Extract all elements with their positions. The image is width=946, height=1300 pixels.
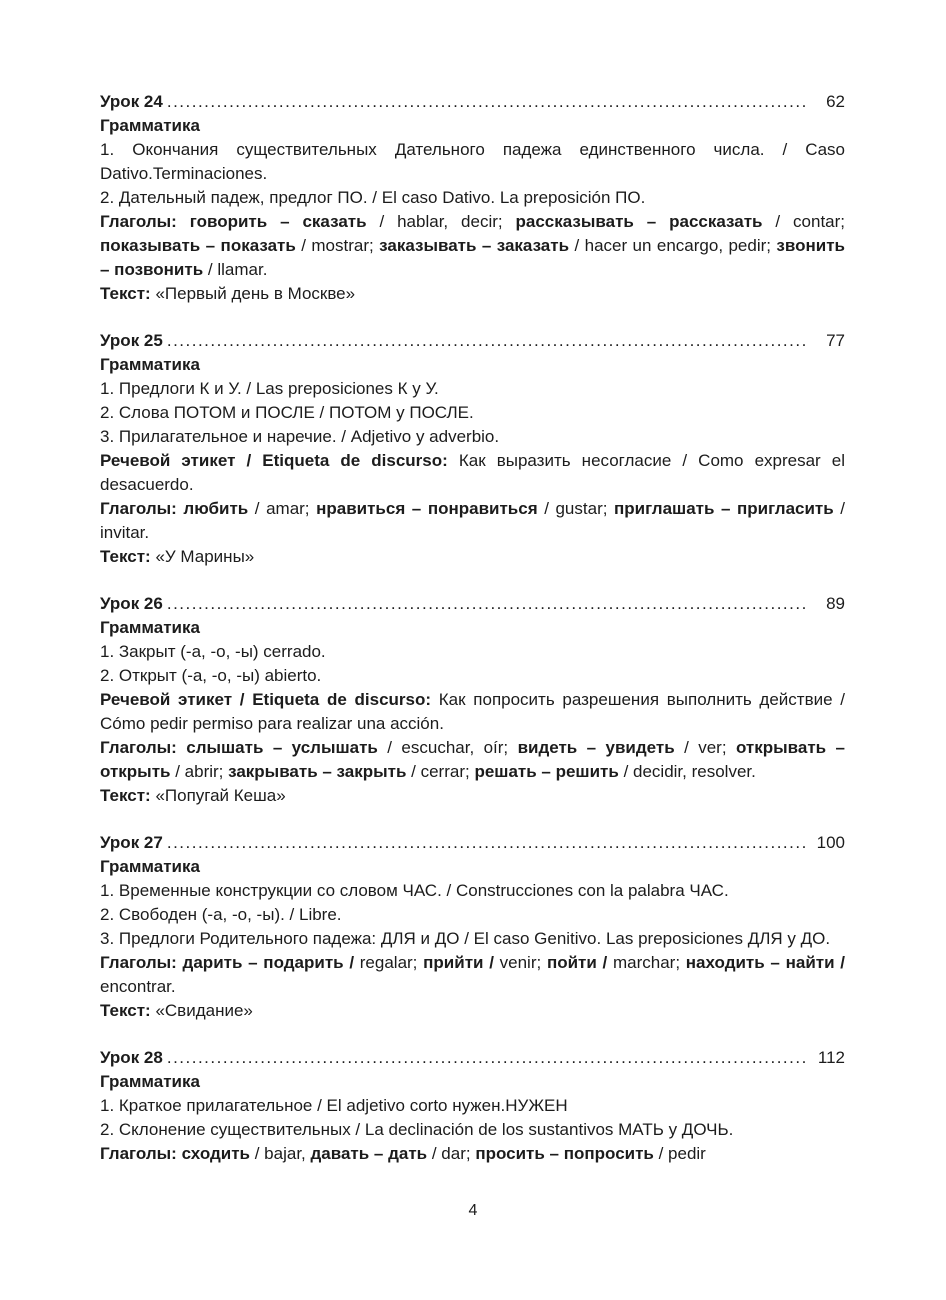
text-segment: 1. Закрыт (-а, -о, -ы) cerrado. xyxy=(100,642,326,661)
lesson-title: Урок 26 xyxy=(100,594,163,613)
lesson-entry xyxy=(100,90,845,306)
text-segment-bold: Текст: xyxy=(100,547,151,566)
text-segment-bold: заказывать – заказать xyxy=(379,236,570,255)
lesson-paragraph xyxy=(100,282,845,306)
text-segment: encontrar. xyxy=(100,977,176,996)
text-segment: «Свидание» xyxy=(150,1001,253,1020)
text-segment: venir; xyxy=(493,953,547,972)
lesson-title: Урок 25 xyxy=(100,331,163,350)
text-segment-bold: Глаголы: дарить – подарить / xyxy=(100,953,355,972)
lesson-paragraph xyxy=(100,401,845,425)
text-segment: 1. Окончания существительных Дательного падежа единственного числа. / Caso Dativo.Terminaciones. xyxy=(100,140,845,183)
lesson-paragraph xyxy=(100,449,845,497)
lesson-paragraph xyxy=(100,1070,845,1094)
lesson-page-number: 77 xyxy=(826,331,845,350)
text-segment: / amar; xyxy=(248,499,317,518)
lesson-body xyxy=(100,855,845,1023)
text-segment: «Попугай Кеша» xyxy=(150,786,286,805)
text-segment-bold: Грамматика xyxy=(100,1072,200,1091)
text-segment: / gustar; xyxy=(537,499,615,518)
lesson-paragraph xyxy=(100,784,845,808)
lesson-paragraph xyxy=(100,210,845,282)
text-segment-bold: приглашать – пригласить xyxy=(614,499,834,518)
dot-leader xyxy=(167,592,805,616)
dot-leader xyxy=(167,831,805,855)
lesson-paragraph xyxy=(100,664,845,688)
lesson-paragraph xyxy=(100,855,845,879)
text-segment-bold: Грамматика xyxy=(100,355,200,374)
text-segment: / hablar, decir; xyxy=(366,212,516,231)
text-segment-bold: Текст: xyxy=(100,1001,151,1020)
text-segment-bold: видеть – увидеть xyxy=(517,738,675,757)
lesson-paragraph xyxy=(100,1118,845,1142)
lesson-paragraph xyxy=(100,736,845,784)
lesson-title: Урок 28 xyxy=(100,1048,163,1067)
text-segment: / llamar. xyxy=(203,260,268,279)
lesson-paragraph xyxy=(100,138,845,186)
text-segment-bold: Грамматика xyxy=(100,618,200,637)
lesson-title: Урок 27 xyxy=(100,833,163,852)
lesson-toc-line xyxy=(100,1046,845,1070)
text-segment: / invitar. xyxy=(100,499,845,542)
lesson-paragraph xyxy=(100,1142,845,1166)
lesson-paragraph xyxy=(100,497,845,545)
text-segment: / bajar, xyxy=(250,1144,311,1163)
lesson-entry xyxy=(100,592,845,808)
text-segment: 2. Открыт (-а, -о, -ы) abierto. xyxy=(100,666,322,685)
lesson-toc-line xyxy=(100,592,845,616)
lesson-paragraph xyxy=(100,927,845,951)
lesson-paragraph xyxy=(100,879,845,903)
text-segment-bold: давать – дать xyxy=(310,1144,428,1163)
text-segment: / hacer un encargo, pedir; xyxy=(569,236,777,255)
lesson-entry xyxy=(100,1046,845,1166)
text-segment-bold: Глаголы: сходить xyxy=(100,1144,251,1163)
text-segment: regalar; xyxy=(354,953,424,972)
lesson-paragraph xyxy=(100,377,845,401)
text-segment-bold: прийти / xyxy=(423,953,494,972)
text-segment: 3. Предлоги Родительного падежа: ДЛЯ и ДО / El caso Genitivo. Las preposiciones ДЛЯ у ДО. xyxy=(100,929,831,948)
lesson-paragraph xyxy=(100,353,845,377)
text-segment-bold: Грамматика xyxy=(100,116,200,135)
text-segment: marchar; xyxy=(607,953,686,972)
text-segment: / mostrar; xyxy=(295,236,380,255)
text-segment: / decidir, resolver. xyxy=(618,762,756,781)
text-segment-bold: открывать – открыть xyxy=(100,738,845,781)
lesson-title: Урок 24 xyxy=(100,92,163,111)
text-segment: 1. Временные конструкции со словом ЧАС. / Construcciones con la palabra ЧАС. xyxy=(100,881,729,900)
lesson-entry xyxy=(100,831,845,1023)
lesson-paragraph xyxy=(100,425,845,449)
text-segment-bold: Текст: xyxy=(100,786,151,805)
text-segment: 1. Предлоги К и У. / Las preposiciones К у У. xyxy=(100,379,439,398)
lesson-page-number: 89 xyxy=(826,594,845,613)
text-segment-bold: пойти / xyxy=(546,953,608,972)
text-segment-bold: Глаголы: слышать – услышать xyxy=(100,738,378,757)
text-segment-bold: Текст: xyxy=(100,284,151,303)
text-segment: «У Марины» xyxy=(150,547,255,566)
lesson-paragraph xyxy=(100,186,845,210)
text-segment: / dar; xyxy=(427,1144,476,1163)
text-segment: Как выразить несогласие / Como expresar el desacuerdo. xyxy=(100,451,846,494)
text-segment: / pedir xyxy=(653,1144,706,1163)
text-segment: 2. Дательный падеж, предлог ПО. / El caso Dativo. La preposición ПО. xyxy=(100,188,646,207)
dot-leader xyxy=(167,329,805,353)
text-segment: Как попросить разрешения выполнить действие / Cómo pedir permiso para realizar una acción. xyxy=(100,690,846,733)
text-segment-bold: находить – найти / xyxy=(685,953,845,972)
lesson-page-number: 62 xyxy=(826,92,845,111)
text-segment-bold: звонить – позвонить xyxy=(100,236,845,279)
lesson-paragraph xyxy=(100,1094,845,1118)
lesson-body xyxy=(100,353,845,569)
text-segment-bold: просить – попросить xyxy=(475,1144,654,1163)
text-segment: 2. Слова ПОТОМ и ПОСЛЕ / ПОТОМ у ПОСЛЕ. xyxy=(100,403,474,422)
text-segment-bold: Глаголы: говорить – сказать xyxy=(100,212,367,231)
text-segment: «Первый день в Москве» xyxy=(150,284,356,303)
lesson-toc-line xyxy=(100,90,845,114)
lesson-body xyxy=(100,616,845,808)
text-segment-bold: показывать – показать xyxy=(100,236,296,255)
text-segment-bold: нравиться – понравиться xyxy=(316,499,538,518)
text-segment-bold: Речевой этикет / Etiqueta de discurso: xyxy=(100,451,448,470)
lesson-body xyxy=(100,1070,845,1166)
text-segment-bold: закрывать – закрыть xyxy=(228,762,407,781)
lesson-paragraph xyxy=(100,616,845,640)
text-segment-bold: Глаголы: любить xyxy=(100,499,249,518)
lesson-toc-line xyxy=(100,329,845,353)
dot-leader xyxy=(167,90,805,114)
text-segment: 3. Прилагательное и наречие. / Adjetivo y adverbio. xyxy=(100,427,500,446)
lesson-entry xyxy=(100,329,845,569)
lesson-paragraph xyxy=(100,688,845,736)
text-segment-bold: Грамматика xyxy=(100,857,200,876)
lesson-body xyxy=(100,114,845,306)
text-segment: / contar; xyxy=(762,212,846,231)
text-segment: 2. Склонение существительных / La declinación de los sustantivos МАТЬ у ДОЧЬ. xyxy=(100,1120,734,1139)
text-segment-bold: решать – решить xyxy=(474,762,619,781)
lesson-page-number: 112 xyxy=(817,1048,845,1067)
text-segment: / cerrar; xyxy=(406,762,475,781)
text-segment: 2. Свободен (-а, -о, -ы). / Libre. xyxy=(100,905,342,924)
lesson-toc-line xyxy=(100,831,845,855)
lesson-paragraph xyxy=(100,999,845,1023)
dot-leader xyxy=(167,1046,805,1070)
text-segment: / abrir; xyxy=(170,762,229,781)
lesson-paragraph xyxy=(100,114,845,138)
lesson-paragraph xyxy=(100,903,845,927)
lesson-paragraph xyxy=(100,640,845,664)
text-segment-bold: Речевой этикет / Etiqueta de discurso: xyxy=(100,690,432,709)
text-segment: / escuchar, oír; xyxy=(377,738,518,757)
text-segment: / ver; xyxy=(674,738,736,757)
lesson-paragraph xyxy=(100,545,845,569)
text-segment: 1. Краткое прилагательное / El adjetivo corto нужен.НУЖЕН xyxy=(100,1096,568,1115)
page-footer xyxy=(0,1199,946,1223)
lesson-paragraph xyxy=(100,951,845,999)
text-segment-bold: рассказывать – рассказать xyxy=(515,212,763,231)
lesson-page-number: 100 xyxy=(816,833,845,852)
page-number: 4 xyxy=(468,1202,478,1219)
